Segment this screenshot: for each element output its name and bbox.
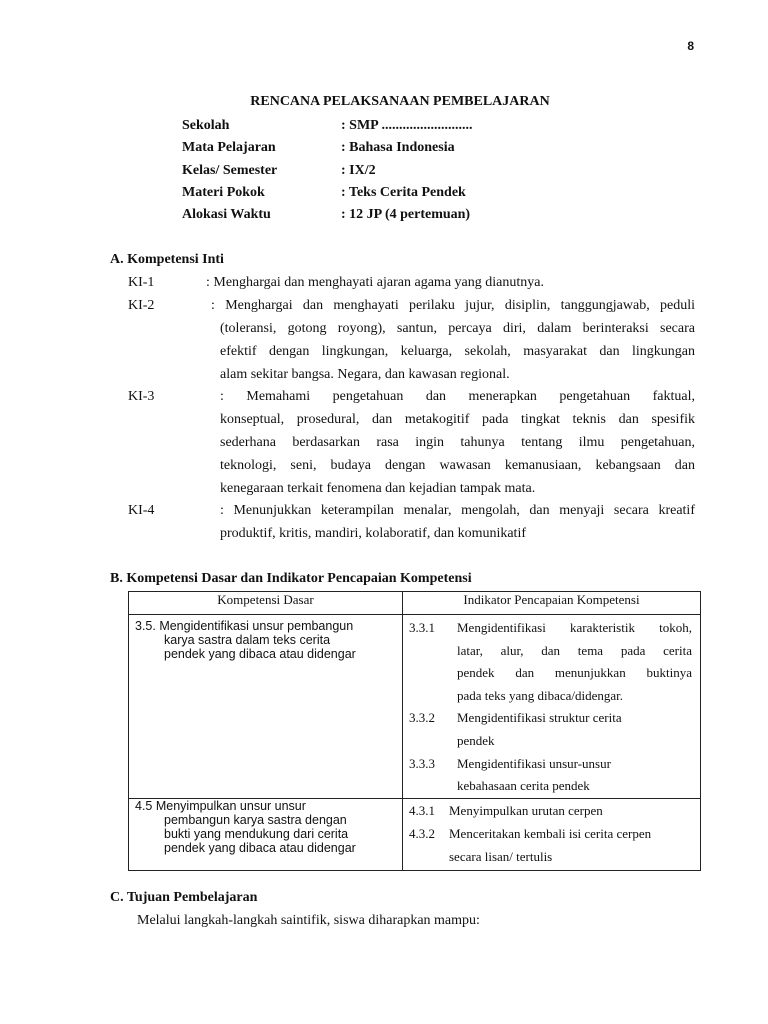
ki-2-line: alam sekitar bangsa. Negara, dan kawasan regional.	[220, 367, 510, 382]
ki-4-code: KI-4	[128, 503, 155, 518]
ki-2-line: : Menghargai dan menghayati perilaku jujur, disiplin, tanggungjawab, peduli	[211, 298, 695, 313]
indicator-cell	[403, 798, 701, 870]
meta-value-subject: : Bahasa Indonesia	[341, 140, 455, 155]
kd-line: 4.5 Menyimpulkan unsur unsur	[135, 798, 306, 813]
indicator-line: latar, alur, dan tema pada cerita	[457, 642, 692, 658]
kd-line: pendek yang dibaca atau didengar	[164, 647, 356, 661]
ki-3-line: teknologi, seni, budaya dengan wawasan kemanusiaan, kebangsaan dan	[220, 458, 695, 473]
document-title: RENCANA PELAKSANAAN PEMBELAJARAN	[250, 94, 550, 109]
table-header-row	[129, 592, 701, 615]
section-b-heading: B. Kompetensi Dasar dan Indikator Pencapaian Kompetensi	[110, 571, 472, 586]
indicator-item	[409, 822, 692, 868]
meta-label-school: Sekolah	[182, 118, 230, 133]
ki-3-line: : Memahami pengetahuan dan menerapkan pengetahuan faktual,	[220, 389, 695, 404]
meta-label-class: Kelas/ Semester	[182, 163, 278, 178]
meta-value-time: : 12 JP (4 pertemuan)	[341, 207, 471, 222]
ki-2-code: KI-2	[128, 298, 155, 313]
kd-line: bukti yang mendukung dari cerita	[164, 826, 349, 841]
section-c-heading: C. Tujuan Pembelajaran	[110, 890, 258, 905]
meta-label-time: Alokasi Waktu	[182, 207, 271, 222]
ki-3-line: konseptual, prosedural, dan metakogitif pada tingkat teknis dan spesifik	[220, 412, 695, 427]
indicator-line: Mengidentifikasi struktur cerita	[457, 710, 622, 726]
table-row	[129, 615, 701, 799]
indicator-line: Mengidentifikasi karakteristik tokoh,	[457, 620, 692, 635]
kd-line: karya sastra dalam teks cerita	[164, 633, 331, 647]
column-header-kd: Kompetensi Dasar	[129, 592, 403, 615]
indicator-line: pada teks yang dibaca/didengar.	[457, 687, 624, 703]
kd-line: pendek yang dibaca atau didengar	[164, 840, 356, 855]
section-a-heading: A. Kompetensi Inti	[110, 252, 224, 267]
ki-2-line: (toleransi, gotong royong), santun, percaya diri, dalam berinteraksi secara	[220, 321, 695, 336]
table-row	[129, 798, 701, 870]
indicator-number: 4.3.1	[409, 802, 435, 818]
kd-cell	[129, 615, 403, 799]
indicator-item	[409, 617, 692, 707]
indicator-line: Menyimpulkan urutan cerpen	[449, 802, 603, 818]
meta-label-topic: Materi Pokok	[182, 185, 265, 200]
indicator-line: pendek dan menunjukkan buktinya	[457, 665, 692, 681]
indicator-item	[409, 799, 692, 822]
ki-2-line: efektif dengan lingkungan, keluarga, sekolah, masyarakat dan lingkungan	[220, 344, 695, 359]
page-number: 8	[687, 39, 694, 53]
indicator-item	[409, 707, 692, 752]
ki-1-code: KI-1	[128, 275, 155, 290]
indicator-line: Mengidentifikasi unsur-unsur	[457, 755, 611, 771]
indicator-number: 3.3.1	[409, 620, 435, 635]
indicator-item	[409, 753, 692, 798]
indicator-cell	[403, 615, 701, 799]
kd-line: pembangun karya sastra dengan	[164, 812, 347, 827]
ki-3-line: kenegaraan terkait fenomena dan kejadian tampak mata.	[220, 481, 536, 496]
indicator-line: pendek	[457, 732, 495, 748]
kd-line: 3.5. Mengidentifikasi unsur pembangun	[135, 619, 354, 633]
indicator-line: Menceritakan kembali isi cerita cerpen	[449, 825, 652, 841]
indicator-number: 3.3.2	[409, 710, 435, 726]
indicator-number: 4.3.2	[409, 825, 435, 841]
ki-1-line: : Menghargai dan menghayati ajaran agama yang dianutnya.	[206, 275, 544, 290]
meta-value-class: : IX/2	[341, 163, 376, 178]
indicator-number: 3.3.3	[409, 755, 435, 771]
ki-3-code: KI-3	[128, 389, 155, 404]
indicator-line: kebahasaan cerita pendek	[457, 778, 590, 794]
meta-label-subject: Mata Pelajaran	[182, 140, 276, 155]
ki-4-line: produktif, kritis, mandiri, kolaboratif, dan komunikatif	[220, 526, 526, 541]
meta-value-topic: : Teks Cerita Pendek	[341, 185, 466, 200]
ki-3-line: sederhana berdasarkan rasa ingin tahunya tentang ilmu pengetahuan,	[220, 435, 695, 450]
competency-table	[128, 591, 701, 871]
meta-value-school: : SMP ..........................	[341, 118, 473, 133]
indicator-line: secara lisan/ tertulis	[449, 848, 553, 864]
kd-cell	[129, 798, 403, 870]
column-header-ipk: Indikator Pencapaian Kompetensi	[403, 592, 701, 615]
ki-4-line: : Menunjukkan keterampilan menalar, mengolah, dan menyaji secara kreatif	[220, 503, 695, 518]
section-c-intro: Melalui langkah-langkah saintifik, siswa diharapkan mampu:	[137, 913, 480, 928]
